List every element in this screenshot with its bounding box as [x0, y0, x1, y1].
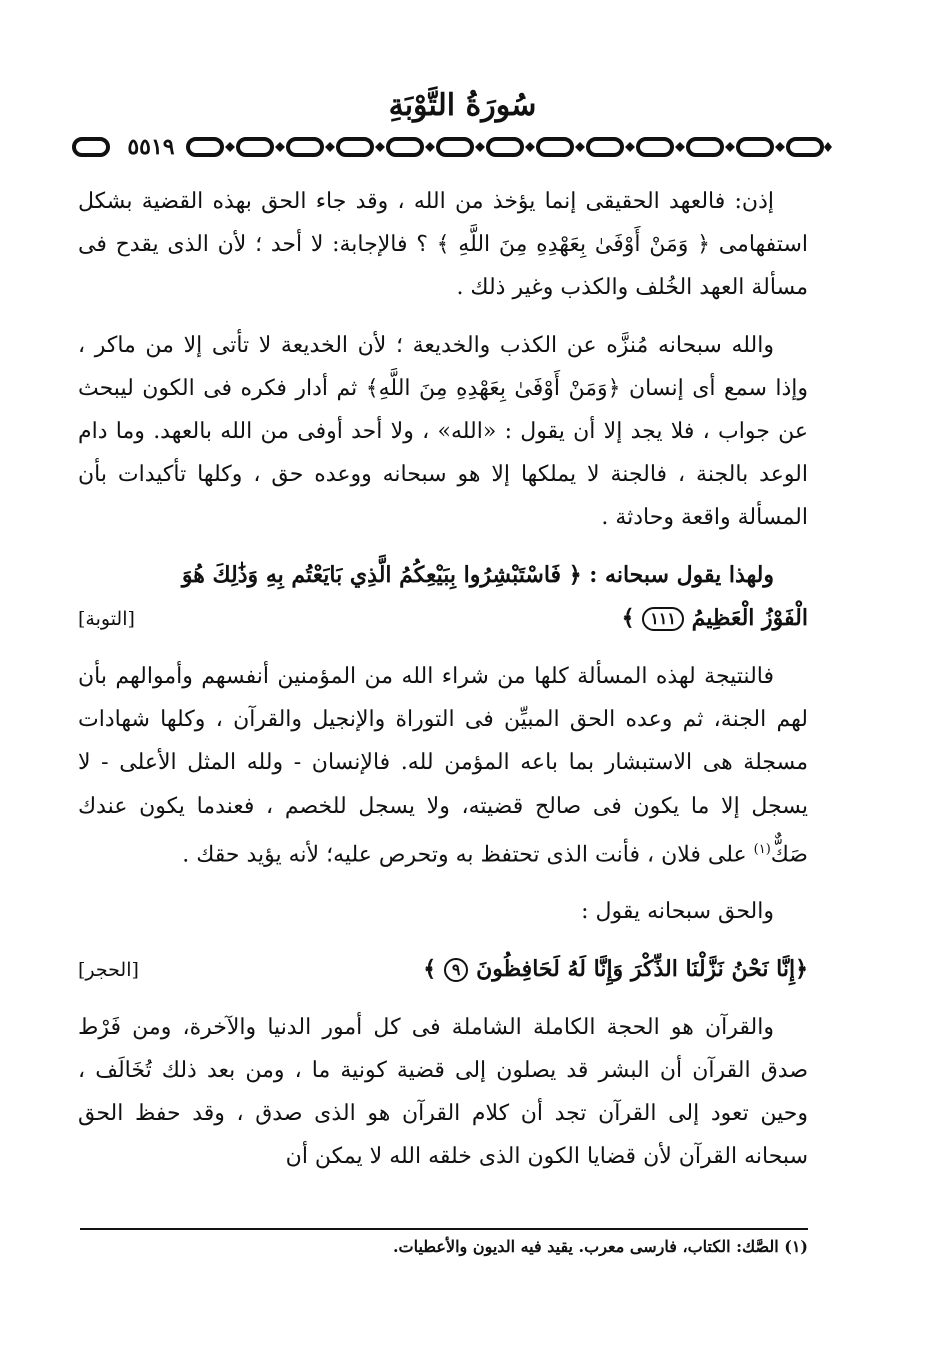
footnote-marker: (١): [753, 841, 771, 857]
main-text: [78, 180, 808, 1179]
footnote-divider: [80, 1228, 808, 1230]
paragraph: فالنتيجة لهذه المسألة كلها من شراء الله من المؤمنين أنفسهم وأموالهم بأن لهم الجنة، ثم وعده الحق المبيِّن فى التوراة والإنجيل والقرآن ، وكلها شهادات مسجلة هى الاستبشار بما باعه المؤمن لله. فالإنسان - ولله المثل الأعلى - لا يسجل إلا ما يكون فى صالح قضيته، ولا يسجل للخصم ، فعندما يكون عندك صَكٌّ$^{(١)}$ على فلان ، فأنت الذى تحتفظ به وتحرص عليه؛ لأنه يؤيد حقك .: [78, 664, 808, 868]
verse-number: ٩: [444, 958, 469, 982]
verse-line: [78, 948, 808, 992]
page-number: ٥٥١٩: [116, 133, 186, 161]
surah-reference: [التوبة]: [78, 607, 135, 630]
verse-number: ١١١: [642, 607, 684, 631]
surah-reference: [الحجر]: [78, 958, 139, 981]
verse-paragraph: [78, 554, 808, 641]
verse-intro: ولهذا يقول سبحانه : ﴿ فَاسْتَبْشِرُوا بِبَيْعِكُمُ الَّذِي بَايَعْتُم بِهِ وَذَٰلِكَ هُوَ: [181, 561, 774, 588]
verse-text: الْفَوْزُ الْعَظِيمُ ١١١ ﴾: [621, 604, 808, 631]
paragraph: والله سبحانه مُنزَّه عن الكذب والخديعة ؛ لأن الخديعة لا تأتى إلا من ماكر ، وإذا سمع أى إنسان ﴿وَمَنْ أَوْفَىٰ بِعَهْدِهِ مِنَ اللَّهِ﴾ ثم أدار فكره فى الكون ليبحث عن جواب ، فلا يجد إلا أن يقول : «الله» ، ولا أحد أوفى من الله بالعهد. وما دام الوعد بالجنة ، فالجنة لا يملكها إلا هو سبحانه ووعده حق ، وكلها تأكيدات بأن المسألة واقعة وحادثة .: [78, 332, 808, 531]
verse-text: ﴿إِنَّا نَحْنُ نَزَّلْنَا الذِّكْرَ وَإِنَّا لَهُ لَحَافِظُونَ ٩ ﴾: [423, 955, 808, 982]
verse-line: [78, 597, 808, 641]
paragraph: إذن: فالعهد الحقيقى إنما يؤخذ من الله ، وقد جاء الحق بهذه القضية بشكل استفهامى ﴿ وَمَنْ أَوْفَىٰ بِعَهْدِهِ مِنَ اللَّهِ ﴾ ؟ فالإجابة: لا أحد ؛ لأن الذى يقدح فى مسألة العهد الخُلف والكذب وغير ذلك .: [78, 189, 808, 301]
paragraph: والحق سبحانه يقول :: [581, 899, 774, 925]
paragraph: والقرآن هو الحجة الكاملة الشاملة فى كل أمور الدنيا والآخرة، ومن فَرْط صدق القرآن أن البشر قد يصلون إلى قضية كونية ما ، ومن بعد ذلك تُخَالَف ، وحين تعود إلى القرآن تجد أن كلام القرآن هو الذى صدق ، وقد حفظ الحق سبحانه القرآن لأن قضايا الكون الذى خلقه الله لا يمكن أن: [78, 1014, 808, 1170]
footnote: (١) الصَّك: الكتاب، فارسى معرب. يقيد فيه الديون والأعطيات.: [392, 1237, 808, 1256]
surah-title: سُورَةُ التَّوْبَةِ: [388, 88, 537, 123]
